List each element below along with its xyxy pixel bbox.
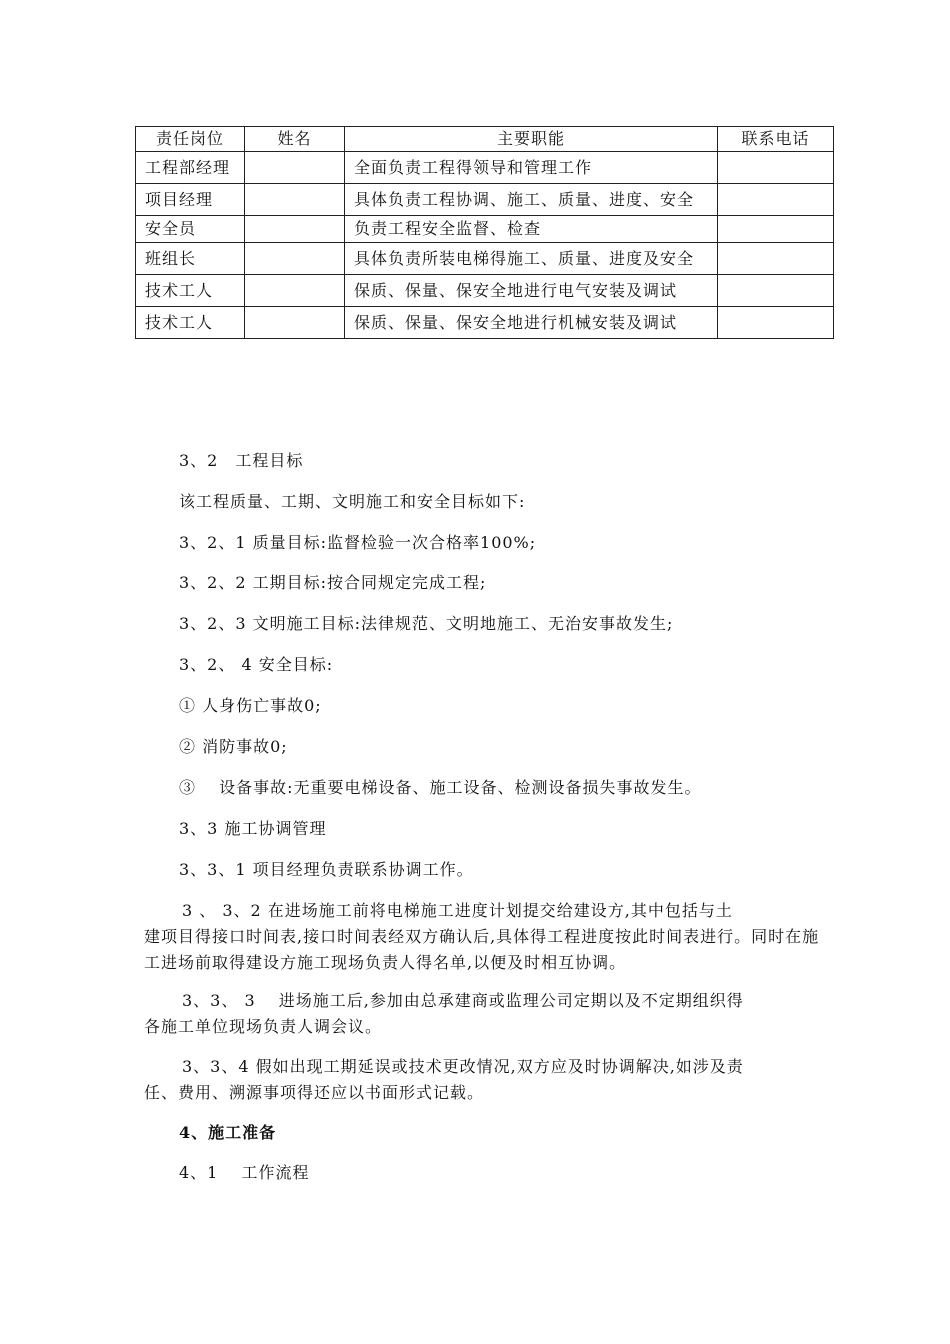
list-item: ③ 设备事故:无重要电梯设备、施工设备、检测设备损失事故发生。 (179, 778, 702, 797)
table-header-row (136, 127, 834, 152)
paragraph-first-line: 3、3、 3 进场施工后,参加由总承建商或监理公司定期以及不定期组织得 (182, 991, 744, 1010)
cell-name (245, 307, 345, 339)
paragraph-rest: 任、费用、溯源事项得还应以书面形式记载。 (144, 1083, 485, 1102)
table-row (136, 184, 834, 216)
paragraph (144, 1054, 824, 1106)
cell-post: 工程部经理 (136, 152, 245, 184)
section-heading-4-1: 4、1 工作流程 (179, 1163, 310, 1182)
cell-duty: 具体负责工程协调、施工、质量、进度、安全 (345, 184, 718, 216)
paragraph-rest: 各施工单位现场负责人调会议。 (144, 1017, 383, 1036)
list-item: ① 人身伤亡事故0; (179, 696, 322, 715)
section-heading-4: 4、施工准备 (179, 1123, 277, 1142)
cell-name (245, 184, 345, 216)
table-row (136, 243, 834, 275)
cell-phone (718, 275, 834, 307)
header-post: 责任岗位 (136, 127, 245, 152)
cell-phone (718, 307, 834, 339)
cell-duty: 保质、保量、保安全地进行电气安装及调试 (345, 275, 718, 307)
cell-duty: 具体负责所装电梯得施工、质量、进度及安全 (345, 243, 718, 275)
body-line: 3、2、 4 安全目标: (179, 655, 334, 674)
cell-phone (718, 152, 834, 184)
cell-duty: 全面负责工程得领导和管理工作 (345, 152, 718, 184)
cell-duty: 保质、保量、保安全地进行机械安装及调试 (345, 307, 718, 339)
body-line: 该工程质量、工期、文明施工和安全目标如下: (179, 492, 526, 511)
section-heading-3-2: 3、2 工程目标 (179, 451, 304, 470)
paragraph-rest: 建项目得接口时间表,接口时间表经双方确认后,具体得工程进度按此时间表进行。同时在施工进场前取得建设方施工现场负责人得名单,以便及时相互协调。 (144, 927, 820, 972)
header-duty: 主要职能 (345, 127, 718, 152)
paragraph (144, 988, 824, 1040)
paragraph (144, 898, 824, 976)
cell-name (245, 152, 345, 184)
table-row (136, 152, 834, 184)
header-phone: 联系电话 (718, 127, 834, 152)
table-row (136, 307, 834, 339)
cell-post: 技术工人 (136, 275, 245, 307)
cell-name (245, 275, 345, 307)
section-heading-3-3: 3、3 施工协调管理 (179, 819, 327, 838)
cell-post: 技术工人 (136, 307, 245, 339)
cell-post: 项目经理 (136, 184, 245, 216)
body-line: 3、2、2 工期目标:按合同规定完成工程; (179, 573, 487, 592)
body-line: 3、2、3 文明施工目标:法律规范、文明地施工、无治安事故发生; (179, 614, 674, 633)
paragraph-first-line: 3、3、4 假如出现工期延误或技术更改情况,双方应及时协调解决,如涉及责 (182, 1057, 744, 1076)
cell-phone (718, 243, 834, 275)
header-name: 姓名 (245, 127, 345, 152)
table-row (136, 275, 834, 307)
cell-phone (718, 216, 834, 243)
cell-phone (718, 184, 834, 216)
body-line: 3、2、1 质量目标:监督检验一次合格率100%; (179, 533, 537, 552)
paragraph-first-line: 3 、 3、2 在进场施工前将电梯施工进度计划提交给建设方,其中包括与土 (182, 901, 733, 920)
cell-duty: 负责工程安全监督、检查 (345, 216, 718, 243)
cell-name (245, 216, 345, 243)
responsibility-table (135, 126, 834, 339)
list-item: ② 消防事故0; (179, 737, 288, 756)
cell-post: 安全员 (136, 216, 245, 243)
cell-name (245, 243, 345, 275)
table-row (136, 216, 834, 243)
cell-post: 班组长 (136, 243, 245, 275)
body-line: 3、3、1 项目经理负责联系协调工作。 (179, 860, 474, 879)
